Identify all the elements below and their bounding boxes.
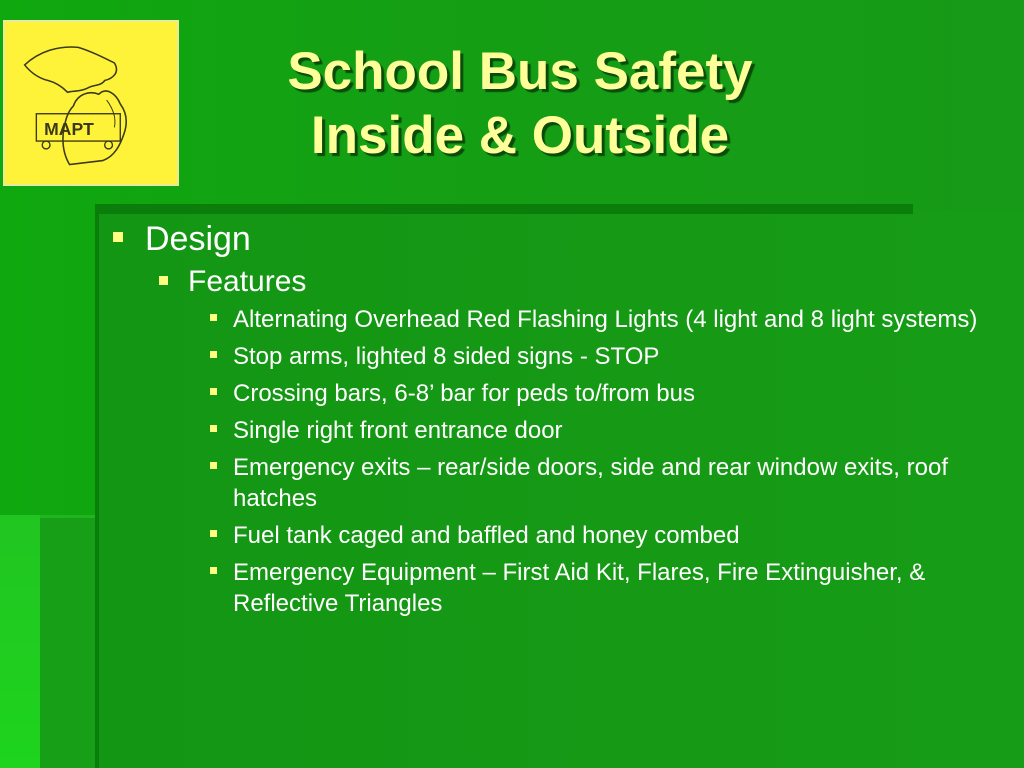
michigan-map-logo-icon — [5, 22, 177, 184]
logo-text: MAPT — [44, 119, 94, 140]
square-bullet-icon — [210, 388, 217, 395]
square-bullet-icon — [113, 232, 123, 242]
outline-item — [107, 452, 987, 514]
content-panel-top-shadow — [95, 204, 913, 214]
outline-item-text: Crossing bars, 6-8’ bar for peds to/from bus — [233, 380, 695, 407]
outline-item — [107, 557, 987, 619]
level2-text: Features — [188, 265, 307, 298]
outline-level1-design — [107, 219, 987, 259]
outline-item — [107, 415, 987, 446]
outline-item-text: Emergency Equipment – First Aid Kit, Flares, Fire Extinguisher, & Reflective Triangles — [233, 559, 926, 617]
slide-title — [195, 40, 845, 168]
mapt-logo — [3, 20, 179, 186]
outline-item-text: Fuel tank caged and baffled and honey combed — [233, 522, 740, 549]
outline-item-text: Stop arms, lighted 8 sided signs - STOP — [233, 343, 660, 370]
square-bullet-icon — [159, 276, 168, 285]
outline-item-text: Alternating Overhead Red Flashing Lights (4 light and 8 light systems) — [233, 306, 978, 333]
square-bullet-icon — [210, 567, 217, 574]
outline-item-text: Single right front entrance door — [233, 417, 563, 444]
outline-level2-features — [107, 264, 987, 300]
background-accent-left — [0, 515, 40, 768]
outline-item — [107, 378, 987, 409]
outline-item — [107, 341, 987, 372]
outline-content — [107, 219, 987, 625]
square-bullet-icon — [210, 462, 217, 469]
content-panel-left-shadow — [95, 204, 99, 768]
square-bullet-icon — [210, 425, 217, 432]
title-line-2: Inside & Outside — [310, 106, 730, 165]
level1-text: Design — [145, 220, 251, 258]
outline-item — [107, 520, 987, 551]
title-line-1: School Bus Safety — [287, 42, 753, 101]
square-bullet-icon — [210, 314, 217, 321]
outline-item-text: Emergency exits – rear/side doors, side and rear window exits, roof hatches — [233, 454, 948, 512]
square-bullet-icon — [210, 351, 217, 358]
outline-item — [107, 304, 987, 335]
square-bullet-icon — [210, 530, 217, 537]
